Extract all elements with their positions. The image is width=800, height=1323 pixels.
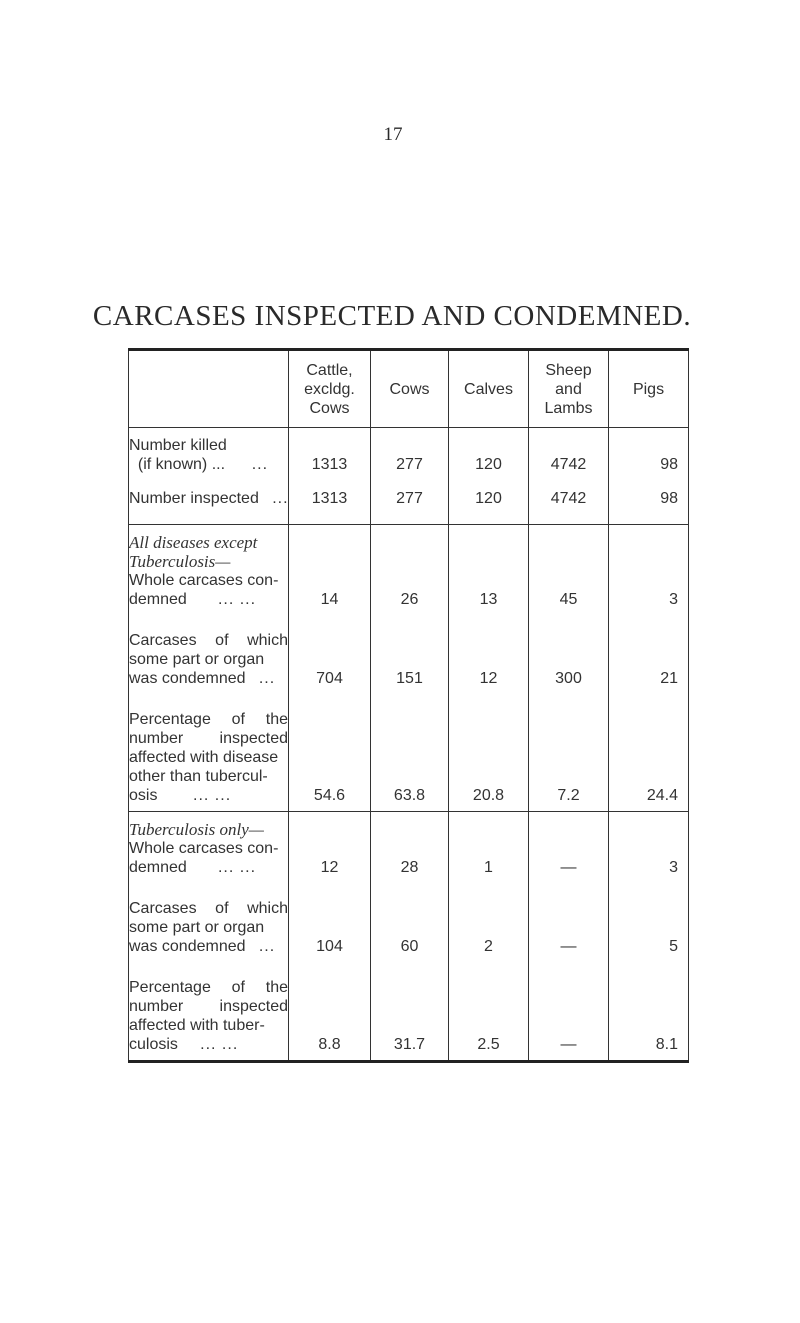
label-number-inspected: [129, 474, 289, 525]
label-text: Number inspected: [129, 490, 259, 507]
header-pigs: Pigs: [609, 350, 689, 428]
cell-value: 5: [609, 877, 689, 956]
label-line: affected with tuber-: [129, 1017, 265, 1034]
cell-value: 20.8: [449, 688, 529, 812]
label-line: some part or organ: [129, 919, 265, 936]
header-cattle-line2: excldg.: [304, 380, 355, 398]
label-line: Whole carcases con-: [129, 572, 279, 589]
cell-value: 13: [449, 533, 529, 609]
carcases-table: [128, 348, 689, 1063]
row-all-part: [129, 609, 689, 688]
cell-value: 60: [371, 877, 449, 956]
label-line: [129, 858, 288, 877]
cell-value: 104: [289, 877, 371, 956]
section-tuberculosis: [129, 812, 689, 1062]
cell-value: 300: [529, 609, 609, 688]
cell-value: 277: [371, 436, 449, 474]
cell-value: 12: [449, 609, 529, 688]
section-totals: [129, 428, 689, 525]
label-line: Percentage of the: [129, 979, 288, 996]
cell-value: 26: [371, 533, 449, 609]
header-cattle-line1: Cattle,: [306, 361, 353, 379]
cell-value: 45: [529, 533, 609, 609]
page-number: 17: [383, 124, 403, 145]
cell-value: 1313: [289, 474, 371, 525]
header-row: [129, 350, 689, 428]
leader-dots: ... ...: [217, 591, 257, 608]
cell-value: 2.5: [449, 956, 529, 1062]
cell-value: 7.2: [529, 688, 609, 812]
cell-value: 98: [609, 474, 689, 525]
label-line: [129, 786, 288, 805]
cell-value: 12: [289, 820, 371, 877]
label-line: [129, 937, 288, 956]
header-cows: Cows: [371, 350, 449, 428]
page-title: CARCASES INSPECTED AND CONDEMNED.: [92, 300, 692, 332]
section-heading: Tuberculosis—: [129, 552, 231, 571]
cell-value: 24.4: [609, 688, 689, 812]
cell-value: 704: [289, 609, 371, 688]
cell-value: 98: [609, 436, 689, 474]
cell-value: 151: [371, 609, 449, 688]
cell-value: 63.8: [371, 688, 449, 812]
label-line: other than tubercul-: [129, 768, 268, 785]
header-cattle: [289, 350, 371, 428]
cell-value: 120: [449, 474, 529, 525]
cell-value: 8.8: [289, 956, 371, 1062]
cell-value: 21: [609, 609, 689, 688]
cell-value: 28: [371, 820, 449, 877]
label-line: Carcases of which: [129, 632, 288, 649]
cell-value: —: [529, 877, 609, 956]
label-line: number inspected: [129, 730, 288, 747]
cell-value: 14: [289, 533, 371, 609]
header-sheep-line3: Lambs: [544, 399, 593, 417]
cell-value: 4742: [529, 436, 609, 474]
label-line: [129, 455, 288, 474]
leader-dots: ...: [251, 456, 269, 473]
label-text: demned: [129, 591, 187, 608]
cell-value: 8.1: [609, 956, 689, 1062]
row-all-percentage: [129, 688, 689, 812]
header-sheep-line1: Sheep: [545, 361, 592, 379]
header-blank: [129, 350, 289, 428]
row-tb-whole: [129, 820, 689, 877]
leader-dots: ... ...: [193, 787, 232, 804]
label-line: some part or organ: [129, 651, 265, 668]
leader-dots: ...: [258, 670, 276, 687]
cell-value: 1313: [289, 436, 371, 474]
label-line: affected with disease: [129, 749, 279, 766]
label-text: was condemned: [129, 938, 246, 955]
label-text: osis: [129, 787, 158, 804]
cell-value: —: [529, 956, 609, 1062]
header-sheep-line2: and: [555, 380, 582, 398]
cell-value: 54.6: [289, 688, 371, 812]
leader-dots: ... ...: [217, 859, 257, 876]
cell-value: 4742: [529, 474, 609, 525]
label-text: demned: [129, 859, 187, 876]
label-line: Carcases of which: [129, 900, 288, 917]
label-tb-whole: [129, 820, 289, 877]
section-all-diseases: [129, 525, 689, 812]
label-line: [129, 1035, 288, 1054]
label-tb-percentage: [129, 956, 289, 1062]
row-tb-percentage: [129, 956, 689, 1062]
row-number-inspected: [129, 474, 689, 525]
label-tb-part: [129, 877, 289, 956]
cell-value: 120: [449, 436, 529, 474]
label-text: culosis: [129, 1036, 178, 1053]
row-tb-part: [129, 877, 689, 956]
leader-dots: ...: [258, 938, 276, 955]
label-line: Whole carcases con-: [129, 840, 279, 857]
cell-value: 3: [609, 533, 689, 609]
cell-value: 2: [449, 877, 529, 956]
header-cattle-line3: Cows: [309, 399, 350, 417]
label-number-killed: [129, 436, 289, 474]
cell-value: 3: [609, 820, 689, 877]
label-all-whole: [129, 533, 289, 609]
header-calves: Calves: [449, 350, 529, 428]
label-text: (if known) ...: [137, 456, 226, 473]
row-number-killed: [129, 436, 689, 474]
label-all-part: [129, 609, 289, 688]
cell-value: 1: [449, 820, 529, 877]
section-heading: All diseases except: [129, 533, 258, 552]
cell-value: 277: [371, 474, 449, 525]
label-line: number inspected: [129, 998, 288, 1015]
cell-value: —: [529, 820, 609, 877]
label-text: was condemned: [129, 670, 246, 687]
label-line: Percentage of the: [129, 711, 288, 728]
label-line: [129, 669, 288, 688]
row-all-whole: [129, 533, 689, 609]
leader-dots: ... ...: [200, 1036, 239, 1053]
label-line: [129, 489, 288, 508]
label-line: Number killed: [129, 437, 227, 454]
section-heading: Tuberculosis only—: [129, 820, 264, 839]
header-sheep: [529, 350, 609, 428]
label-all-percentage: [129, 688, 289, 812]
leader-dots: ...: [272, 490, 289, 507]
label-line: [129, 590, 288, 609]
cell-value: 31.7: [371, 956, 449, 1062]
